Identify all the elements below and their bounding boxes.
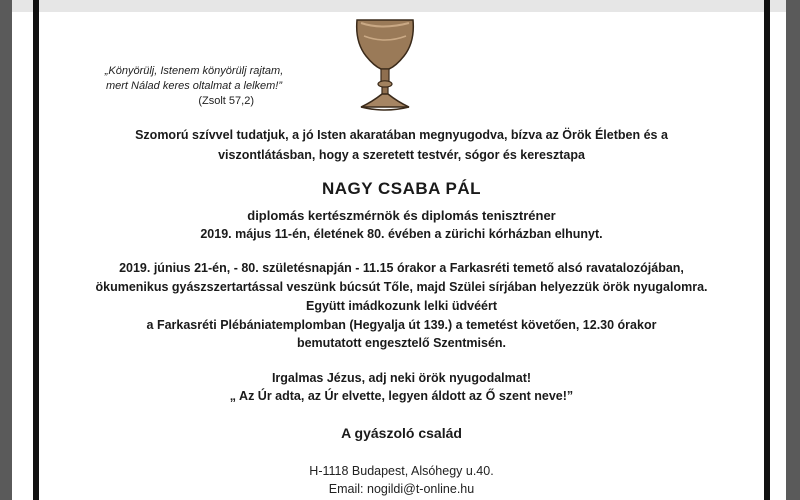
profession-line: diplomás kertészmérnök és diplomás tenisztréner	[247, 208, 556, 223]
email-line: Email: nogildi@t-online.hu	[328, 482, 475, 496]
funeral-line: Együtt imádkozunk lelki üdvéért	[305, 299, 497, 313]
funeral-line: bemutatott engesztelő Szentmisén.	[296, 336, 507, 350]
family-signature: A gyászoló család	[341, 425, 462, 441]
psalm-quote	[84, 64, 304, 109]
prayer-line: „ Az Úr adta, az Úr elvette, legyen áldott az Ő szent neve!”	[229, 389, 574, 403]
psalm-line: mert Nálad keres oltalmat a lelkem!”	[105, 80, 283, 92]
death-line: 2019. május 11-én, életének 80. évében a zürichi kórházban elhunyt.	[200, 227, 603, 241]
psalm-reference: (Zsolt 57,2)	[198, 95, 254, 107]
mourning-border-right	[764, 0, 770, 500]
chalice-icon	[352, 14, 418, 114]
funeral-line: ökumenikus gyászszertartással veszünk búcsút Tőle, majd Szülei sírjában helyezzük örök nyugalomra.	[95, 280, 708, 294]
scan-edge-right	[786, 0, 800, 500]
scan-edge-top	[12, 0, 786, 12]
intro-line: Szomorú szívvel tudatjuk, a jó Isten akaratában megnyugodva, bízva az Örök Életben és a	[135, 128, 668, 142]
prayer-line: Irgalmas Jézus, adj neki örök nyugodalmat!	[271, 371, 532, 385]
address-line: H-1118 Budapest, Alsóhegy u.40.	[309, 464, 494, 478]
funeral-line: 2019. június 21-én, - 80. születésnapján - 11.15 órakor a Farkasréti temető alsó ravatalozójában,	[119, 261, 684, 275]
psalm-line: „Könyörülj, Istenem könyörülj rajtam,	[104, 65, 284, 77]
scan-edge-left	[0, 0, 12, 500]
deceased-name: NAGY CSABA PÁL	[321, 179, 482, 198]
funeral-line: a Farkasréti Plébániatemplomban (Hegyalja út 139.) a temetést követően, 12.30 órakor	[146, 318, 657, 332]
intro-line: viszontlátásban, hogy a szeretett testvér, sógor és keresztapa	[218, 148, 585, 162]
